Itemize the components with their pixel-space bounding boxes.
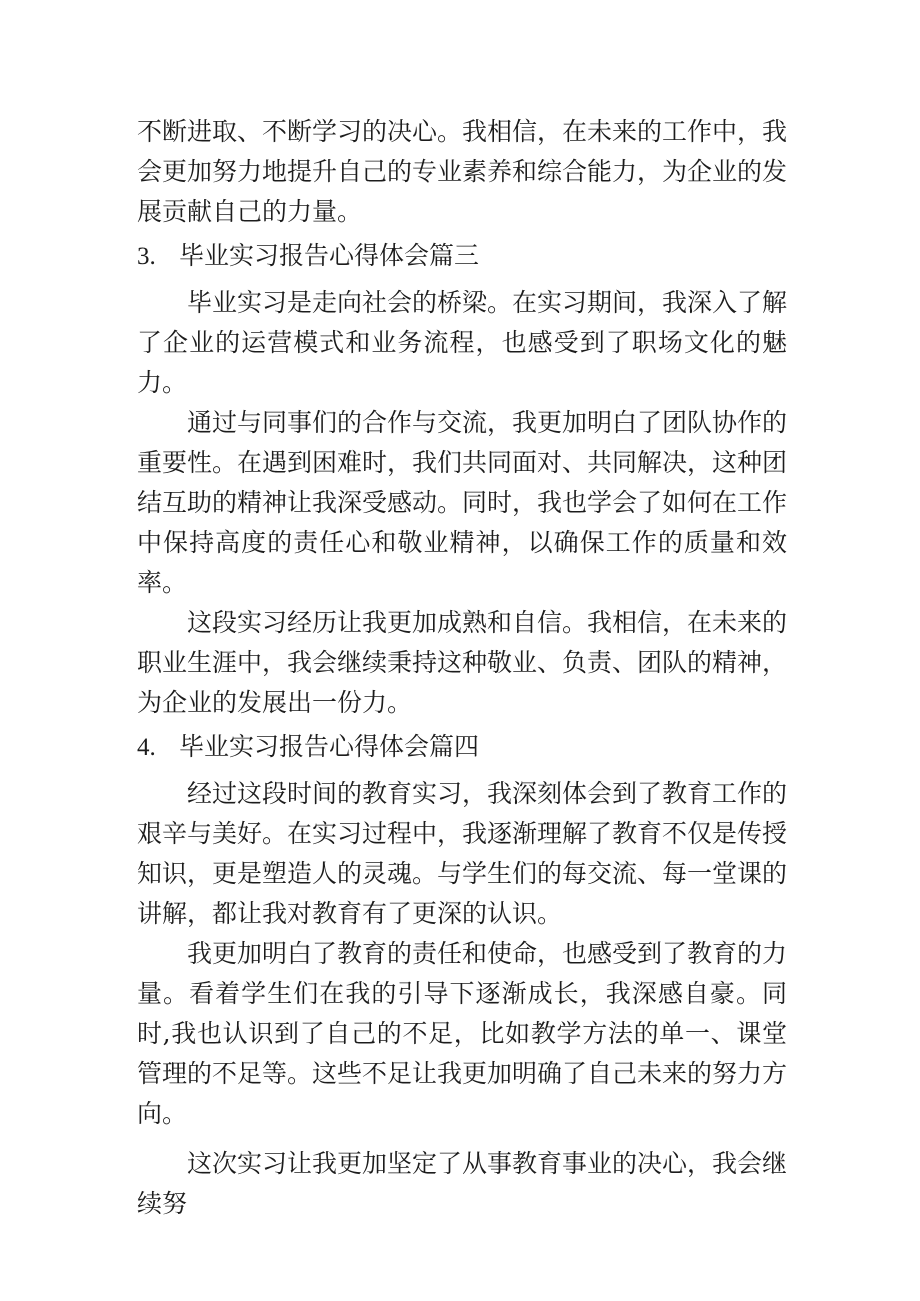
paragraph: 通过与同事们的合作与交流，我更加明白了团队协作的重要性。在遇到困难时，我们共同面对、共同解决，这种团结互助的精神让我深受感动。同时，我也学会了如何在工作中保持高度的责任心和敬业精神，以确保工作的质量和效率。: [137, 408, 788, 597]
paragraph-truncated: 这次实习让我更加坚定了从事教育事业的决心，我会继续努: [137, 1149, 788, 1218]
document-body: [137, 112, 787, 1224]
section-heading-3: [137, 236, 787, 277]
paragraph: 毕业实习是走向社会的桥梁。在实习期间，我深入了解了企业的运营模式和业务流程，也感受到了职场文化的魅力。: [137, 288, 788, 397]
section-number: 3.: [137, 243, 156, 270]
section-heading-4: [137, 727, 787, 768]
section-title: 毕业实习报告心得体会篇三: [179, 241, 480, 270]
section-number: 4.: [137, 734, 156, 761]
section-title: 毕业实习报告心得体会篇四: [179, 732, 480, 761]
paragraph: 经过这段时间的教育实习，我深刻体会到了教育工作的艰辛与美好。在实习过程中，我逐渐理解了教育不仅是传授知识，更是塑造人的灵魂。与学生们的每交流、每一堂课的讲解，都让我对教育有了更深的认识。: [137, 779, 788, 928]
paragraph: 这段实习经历让我更加成熟和自信。我相信，在未来的职业生涯中，我会继续秉持这种敬业、负责、团队的精神，为企业的发展出一份力。: [137, 608, 788, 717]
paragraph: 我更加明白了教育的责任和使命，也感受到了教育的力量。看着学生们在我的引导下逐渐成长，我深感自豪。同时,我也认识到了自己的不足，比如教学方法的单一、课堂管理的不足等。这些不足让我更加明确了自己未来的努力方向。: [137, 939, 788, 1128]
paragraph-continuation: 不断进取、不断学习的决心。我相信，在未来的工作中，我会更加努力地提升自己的专业素养和综合能力，为企业的发展贡献自己的力量。: [137, 117, 788, 226]
